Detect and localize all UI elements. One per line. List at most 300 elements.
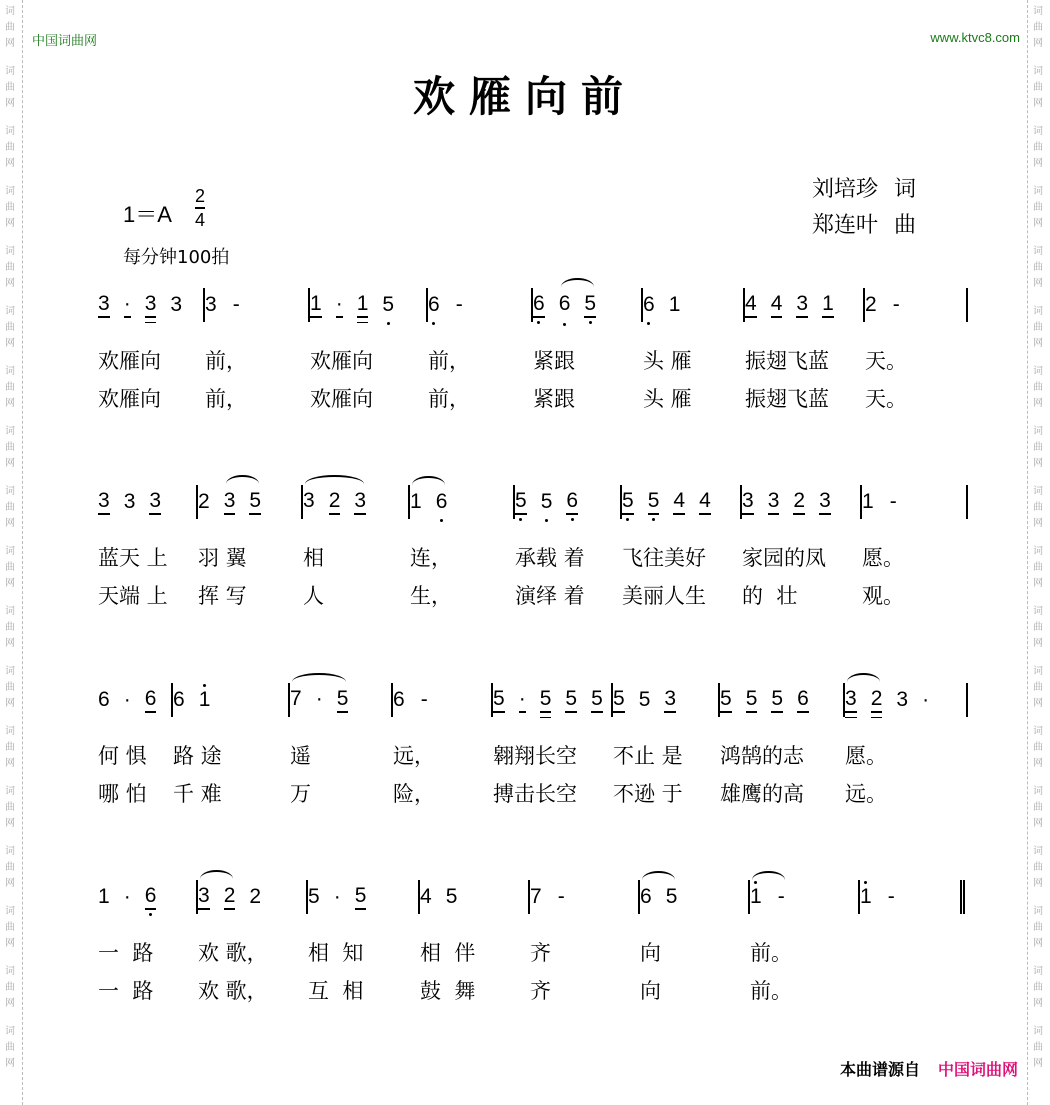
measure (98, 683, 173, 717)
note: 2 (249, 885, 262, 908)
lyric-segment: 相 知 (308, 941, 364, 965)
note: 3 (664, 687, 676, 713)
watermark-char: 曲 (5, 322, 15, 333)
lyric-segment: 愿。 (862, 546, 904, 570)
watermark-text (0, 904, 20, 952)
watermark-char: 词 (1033, 606, 1043, 617)
measure (530, 880, 640, 914)
lyric-segment: 蓝天 上 (98, 546, 168, 570)
note: 6 (643, 293, 655, 316)
note: 1 (862, 490, 874, 513)
watermark-char: 网 (5, 38, 15, 49)
note: 5 (445, 885, 458, 908)
note: 5 (249, 489, 261, 515)
note: 5 (382, 293, 395, 316)
dash-note: - (557, 885, 565, 908)
lyric-segment: 头 雁 (643, 349, 692, 373)
note: 5 (540, 490, 553, 513)
note: 6 (566, 489, 578, 515)
watermark-text (0, 844, 20, 892)
watermark-char: 词 (5, 186, 15, 197)
watermark-char: 词 (1033, 426, 1043, 437)
watermark-char: 网 (5, 458, 15, 469)
note: 3 (170, 293, 183, 316)
watermark-text (1028, 724, 1048, 772)
watermark-text (1028, 784, 1048, 832)
watermark-char: 网 (5, 998, 15, 1009)
note: 5 (720, 687, 732, 713)
watermark-char: 曲 (1033, 22, 1043, 33)
dash-note: - (420, 688, 428, 711)
measure (98, 288, 205, 322)
measure (205, 288, 310, 322)
note: 4 (771, 292, 783, 318)
watermark-char: 曲 (5, 142, 15, 153)
lyric-segment: 振翅飞蓝 (745, 387, 829, 411)
notation-line (98, 875, 972, 919)
watermark-char: 曲 (5, 622, 15, 633)
note: 5 (613, 687, 625, 713)
lyric-segment: 前， (205, 349, 247, 373)
note: 3 (768, 489, 780, 515)
measure (533, 288, 643, 322)
lyric-segment: 挥 写 (198, 584, 247, 608)
watermark-char: 词 (5, 726, 15, 737)
note: 2 (329, 489, 341, 515)
watermark-char: 曲 (1033, 622, 1043, 633)
watermark-char: 网 (5, 698, 15, 709)
watermark-char: 词 (1033, 1026, 1043, 1037)
note: 6 (145, 687, 157, 713)
watermark-char: 曲 (5, 742, 15, 753)
notation-line (98, 480, 972, 524)
watermark-char: 词 (5, 546, 15, 557)
measure (720, 683, 845, 717)
watermark-char: 曲 (1033, 82, 1043, 93)
lyric-segment: 欢 歌， (198, 979, 268, 1003)
watermark-char: 网 (1033, 1058, 1043, 1069)
site-url[interactable]: www.ktvc8.com (930, 30, 1020, 45)
lyric-segment: 险， (393, 782, 435, 806)
measure (198, 880, 308, 914)
note: 6 (559, 292, 571, 318)
note: 1 (668, 293, 681, 316)
augmentation-dot: · (315, 687, 323, 710)
watermark-char: 网 (1033, 278, 1043, 289)
augmentation-dot: · (123, 688, 131, 711)
watermark-char: 词 (5, 906, 15, 917)
watermark-text (1028, 1024, 1048, 1072)
watermark-text (1028, 604, 1048, 652)
watermark-text (1028, 364, 1048, 412)
watermark-char: 词 (5, 606, 15, 617)
note: 5 (584, 292, 596, 318)
watermark-char: 词 (5, 366, 15, 377)
lyric-segment: 欢雁向 (98, 349, 161, 373)
watermark-text (1028, 664, 1048, 712)
note: 4 (673, 489, 685, 515)
watermark-char: 词 (5, 126, 15, 137)
watermark-text (1028, 124, 1048, 172)
note: 6 (797, 687, 809, 713)
watermark-text (0, 364, 20, 412)
watermark-text (1028, 184, 1048, 232)
music-system (98, 875, 972, 1009)
note: 1 (860, 885, 872, 908)
slur (640, 885, 677, 909)
watermark-char: 曲 (1033, 742, 1043, 753)
lyric-segment: 愿。 (845, 744, 887, 768)
note: 5 (746, 687, 758, 713)
lyric-segment: 路 途 (173, 744, 222, 768)
note: 2 (224, 884, 236, 910)
watermark-char: 网 (5, 398, 15, 409)
watermark-char: 曲 (5, 802, 15, 813)
lyric-line-verse-1 (98, 736, 972, 774)
watermark-char: 曲 (5, 82, 15, 93)
watermark-text (0, 544, 20, 592)
lyric-segment: 连， (410, 546, 452, 570)
note: 5 (355, 884, 367, 910)
watermark-char: 曲 (5, 562, 15, 573)
lyric-line-verse-2 (98, 379, 972, 417)
watermark-char: 曲 (1033, 322, 1043, 333)
note: 5 (622, 489, 634, 515)
lyric-segment: 欢雁向 (310, 349, 373, 373)
watermark-char: 曲 (5, 862, 15, 873)
note: 3 (303, 489, 315, 512)
lyric-segment: 鸿鹄的志 (720, 744, 804, 768)
lyric-segment: 齐 (530, 941, 551, 965)
watermark-char: 词 (1033, 6, 1043, 17)
note: 5 (515, 489, 527, 515)
left-watermark-margin (0, 0, 23, 1105)
note: 3 (742, 489, 754, 515)
watermark-char: 词 (1033, 906, 1043, 917)
watermark-char: 词 (5, 966, 15, 977)
measure (640, 880, 750, 914)
measure (515, 485, 622, 519)
music-system (98, 480, 972, 614)
watermark-char: 网 (1033, 998, 1043, 1009)
dash-note: - (892, 293, 900, 316)
slur (290, 687, 348, 713)
source-label: 本曲谱源自 (839, 1060, 920, 1079)
measure (198, 485, 303, 519)
watermark-char: 网 (1033, 398, 1043, 409)
note: 6 (640, 885, 652, 908)
watermark-char: 网 (5, 638, 15, 649)
watermark-char: 词 (1033, 486, 1043, 497)
source-note (840, 1057, 1018, 1080)
watermark-char: 曲 (5, 502, 15, 513)
lyric-segment: 欢雁向 (98, 387, 161, 411)
note: 3 (123, 490, 136, 513)
watermark-char: 曲 (1033, 1042, 1043, 1053)
lyric-segment: 羽 翼 (198, 546, 247, 570)
watermark-char: 网 (1033, 458, 1043, 469)
lyric-segment: 不止 是 (613, 744, 683, 768)
watermark-char: 曲 (5, 922, 15, 933)
site-name-header: 中国词曲网 (32, 34, 98, 49)
music-system (98, 678, 972, 812)
watermark-text (1028, 4, 1048, 52)
lyric-segment: 前， (428, 387, 470, 411)
watermark-char: 曲 (1033, 922, 1043, 933)
note: 2 (198, 490, 210, 513)
lyric-segment: 前， (205, 387, 247, 411)
lyric-segment: 相 伴 (420, 941, 476, 965)
watermark-char: 网 (5, 518, 15, 529)
measure (493, 683, 613, 717)
watermark-char: 词 (1033, 66, 1043, 77)
lyric-segment: 人 (303, 584, 324, 608)
lyric-segment: 头 雁 (643, 387, 692, 411)
note: 3 (896, 688, 909, 711)
lyricist-role: 词 (894, 177, 917, 202)
watermark-text (0, 784, 20, 832)
right-watermark-margin (1027, 0, 1050, 1105)
watermark-char: 网 (1033, 698, 1043, 709)
measure (98, 880, 198, 914)
note: 3 (224, 489, 236, 515)
measure (410, 485, 515, 519)
lyric-line-verse-1 (98, 538, 972, 576)
watermark-char: 词 (5, 66, 15, 77)
note: 3 (205, 293, 217, 316)
lyric-line-verse-2 (98, 576, 972, 614)
watermark-char: 词 (5, 6, 15, 17)
measure (862, 485, 968, 519)
measure (622, 485, 742, 519)
lyric-segment: 前， (428, 349, 470, 373)
lyric-segment: 振翅飞蓝 (745, 349, 829, 373)
lyric-segment: 不逊 于 (613, 782, 683, 806)
lyric-segment: 前。 (750, 941, 792, 965)
note: 3 (819, 489, 831, 515)
note: 5 (493, 687, 505, 713)
watermark-text (1028, 304, 1048, 352)
augmentation-dot: · (519, 687, 526, 713)
lyric-segment: 的 壮 (742, 584, 798, 608)
watermark-text (1028, 244, 1048, 292)
lyric-segment: 天。 (865, 387, 907, 411)
note: 5 (665, 885, 678, 908)
watermark-char: 曲 (1033, 682, 1043, 693)
note: 7 (290, 687, 302, 710)
watermark-text (0, 424, 20, 472)
watermark-char: 词 (1033, 546, 1043, 557)
watermark-char: 词 (1033, 306, 1043, 317)
note: 3 (149, 489, 161, 515)
lyric-line-verse-1 (98, 933, 972, 971)
watermark-char: 曲 (1033, 802, 1043, 813)
watermark-char: 词 (5, 1026, 15, 1037)
lyric-segment: 一 路 (98, 979, 154, 1003)
watermark-char: 网 (5, 878, 15, 889)
measure (308, 880, 420, 914)
measure (173, 683, 290, 717)
watermark-char: 网 (1033, 38, 1043, 49)
note: 3 (198, 884, 210, 910)
dash-note: - (887, 885, 895, 908)
note: 4 (420, 885, 432, 908)
time-signature (195, 186, 205, 230)
watermark-char: 网 (1033, 158, 1043, 169)
measure (98, 485, 198, 519)
watermark-char: 网 (5, 98, 15, 109)
watermark-text (1028, 424, 1048, 472)
slur (410, 490, 447, 514)
watermark-text (0, 1024, 20, 1072)
note: 6 (393, 688, 405, 711)
measure (393, 683, 493, 717)
note: 4 (745, 292, 757, 318)
note: 5 (337, 687, 349, 713)
watermark-text (0, 604, 20, 652)
slur (845, 687, 882, 713)
lyric-segment: 演绎 着 (515, 584, 585, 608)
watermark-char: 曲 (1033, 982, 1043, 993)
note: 6 (98, 688, 110, 711)
lyricist-credit (812, 172, 916, 208)
note: 2 (871, 687, 883, 713)
slur (750, 885, 787, 909)
measure (643, 288, 745, 322)
watermark-char: 曲 (1033, 262, 1043, 273)
watermark-char: 网 (1033, 98, 1043, 109)
measure (428, 288, 533, 322)
watermark-char: 词 (1033, 186, 1043, 197)
note: 3 (796, 292, 808, 318)
watermark-text (0, 724, 20, 772)
note: 1 (822, 292, 834, 318)
watermark-char: 曲 (5, 202, 15, 213)
note: 4 (699, 489, 711, 515)
watermark-char: 曲 (1033, 562, 1043, 573)
watermark-char: 曲 (5, 982, 15, 993)
lyric-segment: 搏击长空 (493, 782, 577, 806)
watermark-char: 网 (1033, 218, 1043, 229)
note: 5 (638, 688, 651, 711)
note: 5 (565, 687, 577, 713)
watermark-char: 曲 (1033, 202, 1043, 213)
note: 3 (98, 292, 110, 318)
note: 5 (308, 885, 320, 908)
dash-note: - (455, 293, 463, 316)
lyric-segment: 何 惧 (98, 744, 147, 768)
lyric-segment: 美丽人生 (622, 584, 706, 608)
watermark-char: 词 (1033, 966, 1043, 977)
lyric-segment: 相 (303, 546, 324, 570)
watermark-text (0, 184, 20, 232)
watermark-char: 网 (1033, 638, 1043, 649)
note: 6 (173, 688, 185, 711)
lyric-segment: 欢雁向 (310, 387, 373, 411)
watermark-text (1028, 904, 1048, 952)
lyric-segment: 观。 (862, 584, 904, 608)
key-signature: 1＝A (123, 202, 172, 227)
measure (860, 880, 965, 914)
lyricist-name: 刘培珍 (812, 177, 879, 202)
lyric-line-verse-1 (98, 341, 972, 379)
watermark-char: 网 (1033, 578, 1043, 589)
watermark-text (0, 124, 20, 172)
watermark-char: 词 (1033, 726, 1043, 737)
watermark-char: 网 (5, 938, 15, 949)
lyric-segment: 欢 歌， (198, 941, 268, 965)
note: 3 (98, 489, 110, 515)
lyric-segment: 鼓 舞 (420, 979, 476, 1003)
notation-line (98, 283, 972, 327)
watermark-char: 网 (1033, 938, 1043, 949)
source-brand[interactable]: 中国词曲网 (937, 1060, 1018, 1079)
measure (750, 880, 860, 914)
dash-note: - (232, 293, 240, 316)
watermark-char: 网 (5, 278, 15, 289)
watermark-char: 曲 (5, 1042, 15, 1053)
watermark-text (0, 304, 20, 352)
watermark-char: 词 (5, 426, 15, 437)
watermark-text (0, 484, 20, 532)
measure (420, 880, 530, 914)
watermark-text (0, 4, 20, 52)
note: 5 (771, 687, 783, 713)
tempo-marking: 每分钟100拍 (123, 247, 230, 268)
watermark-char: 词 (1033, 846, 1043, 857)
lyric-segment: 千 难 (173, 782, 222, 806)
augmentation-dot: · (336, 292, 343, 318)
dash-note: - (777, 885, 785, 908)
watermark-char: 网 (1033, 338, 1043, 349)
watermark-char: 词 (5, 786, 15, 797)
watermark-char: 网 (5, 338, 15, 349)
watermark-char: 曲 (5, 442, 15, 453)
note: 3 (845, 687, 857, 713)
lyric-segment: 紧跟 (533, 387, 575, 411)
watermark-text (0, 664, 20, 712)
measure (310, 288, 428, 322)
watermark-char: 网 (1033, 878, 1043, 889)
song-title: 欢雁向前 (412, 72, 637, 121)
watermark-char: 词 (1033, 666, 1043, 677)
measure (613, 683, 720, 717)
composer-role: 曲 (894, 213, 917, 238)
watermark-char: 网 (5, 1058, 15, 1069)
lyric-segment: 承载 着 (515, 546, 585, 570)
watermark-text (0, 244, 20, 292)
note: 1 (750, 885, 762, 908)
watermark-char: 网 (1033, 818, 1043, 829)
watermark-text (0, 964, 20, 1012)
watermark-char: 曲 (5, 262, 15, 273)
lyric-segment: 齐 (530, 979, 551, 1003)
credits (812, 172, 916, 244)
note: 1 (310, 292, 322, 318)
measure (845, 683, 968, 717)
watermark-char: 网 (5, 578, 15, 589)
time-signature-top: 2 (195, 186, 206, 206)
watermark-char: 网 (1033, 518, 1043, 529)
watermark-char: 网 (5, 818, 15, 829)
measure (745, 288, 865, 322)
note: 5 (591, 687, 603, 713)
note: 5 (540, 687, 552, 713)
augmentation-dot: · (124, 292, 131, 318)
lyric-segment: 天端 上 (98, 584, 168, 608)
lyric-segment: 生， (410, 584, 452, 608)
lyric-segment: 向 (640, 941, 661, 965)
